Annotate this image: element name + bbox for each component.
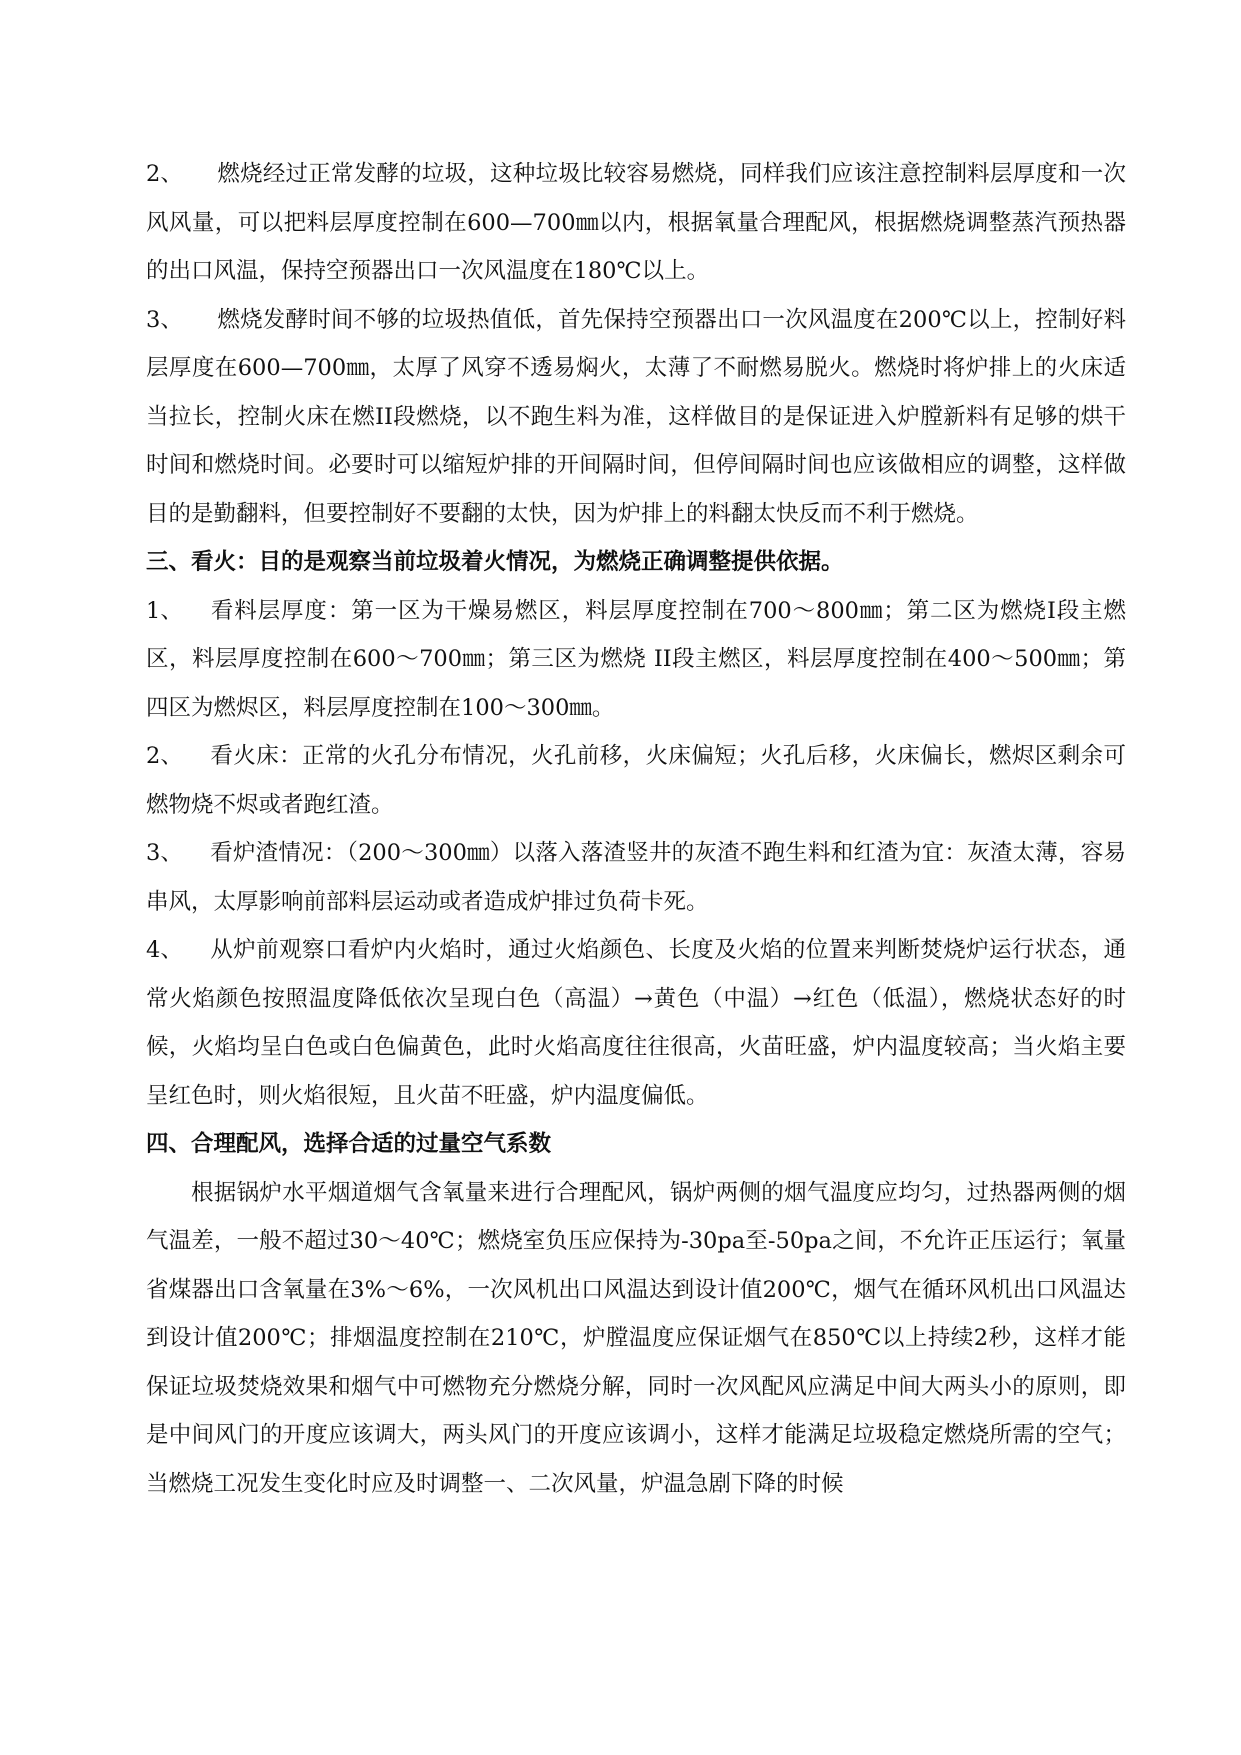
item-number: 3、	[146, 840, 183, 866]
body-paragraph: 根据锅炉水平烟道烟气含氧量来进行合理配风，锅炉两侧的烟气温度应均匀，过热器两侧的烟气温差，一般不超过30～40℃；燃烧室负压应保持为-30pa至-50pa之间，不允许正压运行；氧量省煤器出口含氧量在3%～6%，一次风机出口风温达到设计值200℃，烟气在循环风机出口风温达到设计值200℃；排烟温度控制在210℃，炉膛温度应保证烟气在850℃以上持续2秒，这样才能保证垃圾焚烧效果和烟气中可燃物充分燃烧分解，同时一次风配风应满足中间大两头小的原则，即是中间风门的开度应该调大，两头风门的开度应该调小，这样才能满足垃圾稳定燃烧所需的空气；当燃烧工况发生变化时应及时调整一、二次风量，炉温急剧下降的时候	[146, 1179, 1126, 1497]
item-text: 燃烧发酵时间不够的垃圾热值低，首先保持空预器出口一次风温度在200℃以上，控制好料层厚度在600—700㎜，太厚了风穿不透易焖火，太薄了不耐燃易脱火。燃烧时将炉排上的火床适当拉长，控制火床在燃II段燃烧，以不跑生料为准，这样做目的是保证进入炉膛新料有足够的烘干时间和燃烧时间。必要时可以缩短炉排的开间隔时间，但停间隔时间也应该做相应的调整，这样做目的是勤翻料，但要控制好不要翻的太快，因为炉排上的料翻太快反而不利于燃烧。	[146, 306, 1126, 527]
list-item	[146, 587, 1126, 733]
list-item	[146, 296, 1126, 539]
list-item	[146, 829, 1126, 926]
item-number: 3、	[146, 306, 183, 333]
item-number: 1、	[146, 597, 183, 624]
item-text: 看料层厚度：第一区为干燥易燃区，料层厚度控制在700～800㎜；第二区为燃烧I段主燃区，料层厚度控制在600～700㎜；第三区为燃烧 II段主燃区，料层厚度控制在400～500㎜；第四区为燃烬区，料层厚度控制在100～300㎜。	[146, 597, 1126, 721]
item-text: 燃烧经过正常发酵的垃圾，这种垃圾比较容易燃烧，同样我们应该注意控制料层厚度和一次风风量，可以把料层厚度控制在600—700㎜以内，根据氧量合理配风，根据燃烧调整蒸汽预热器的出口风温，保持空预器出口一次风温度在180℃以上。	[146, 161, 1126, 284]
item-number: 2、	[146, 743, 183, 769]
item-number: 4、	[146, 937, 183, 963]
item-text: 看火床：正常的火孔分布情况，火孔前移，火床偏短；火孔后移，火床偏长，燃烬区剩余可燃物烧不烬或者跑红渣。	[146, 743, 1126, 818]
list-item	[146, 926, 1126, 1120]
list-item	[146, 732, 1126, 829]
list-item	[146, 150, 1126, 296]
item-text: 从炉前观察口看炉内火焰时，通过火焰颜色、长度及火焰的位置来判断焚烧炉运行状态，通常火焰颜色按照温度降低依次呈现白色（高温）→黄色（中温）→红色（低温），燃烧状态好的时候，火焰均呈白色或白色偏黄色，此时火焰高度往往很高，火苗旺盛，炉内温度较高；当火焰主要呈红色时，则火焰很短，且火苗不旺盛，炉内温度偏低。	[146, 937, 1126, 1109]
section-heading: 三、看火：目的是观察当前垃圾着火情况，为燃烧正确调整提供依据。	[146, 549, 844, 575]
item-text: 看炉渣情况：（200～300㎜）以落入落渣竖井的灰渣不跑生料和红渣为宜：灰渣太薄，容易串风，太厚影响前部料层运动或者造成炉排过负荷卡死。	[146, 840, 1126, 915]
section-heading: 四、合理配风，选择合适的过量空气系数	[146, 1131, 552, 1157]
document-page	[146, 150, 1126, 1508]
item-number: 2、	[146, 161, 183, 187]
